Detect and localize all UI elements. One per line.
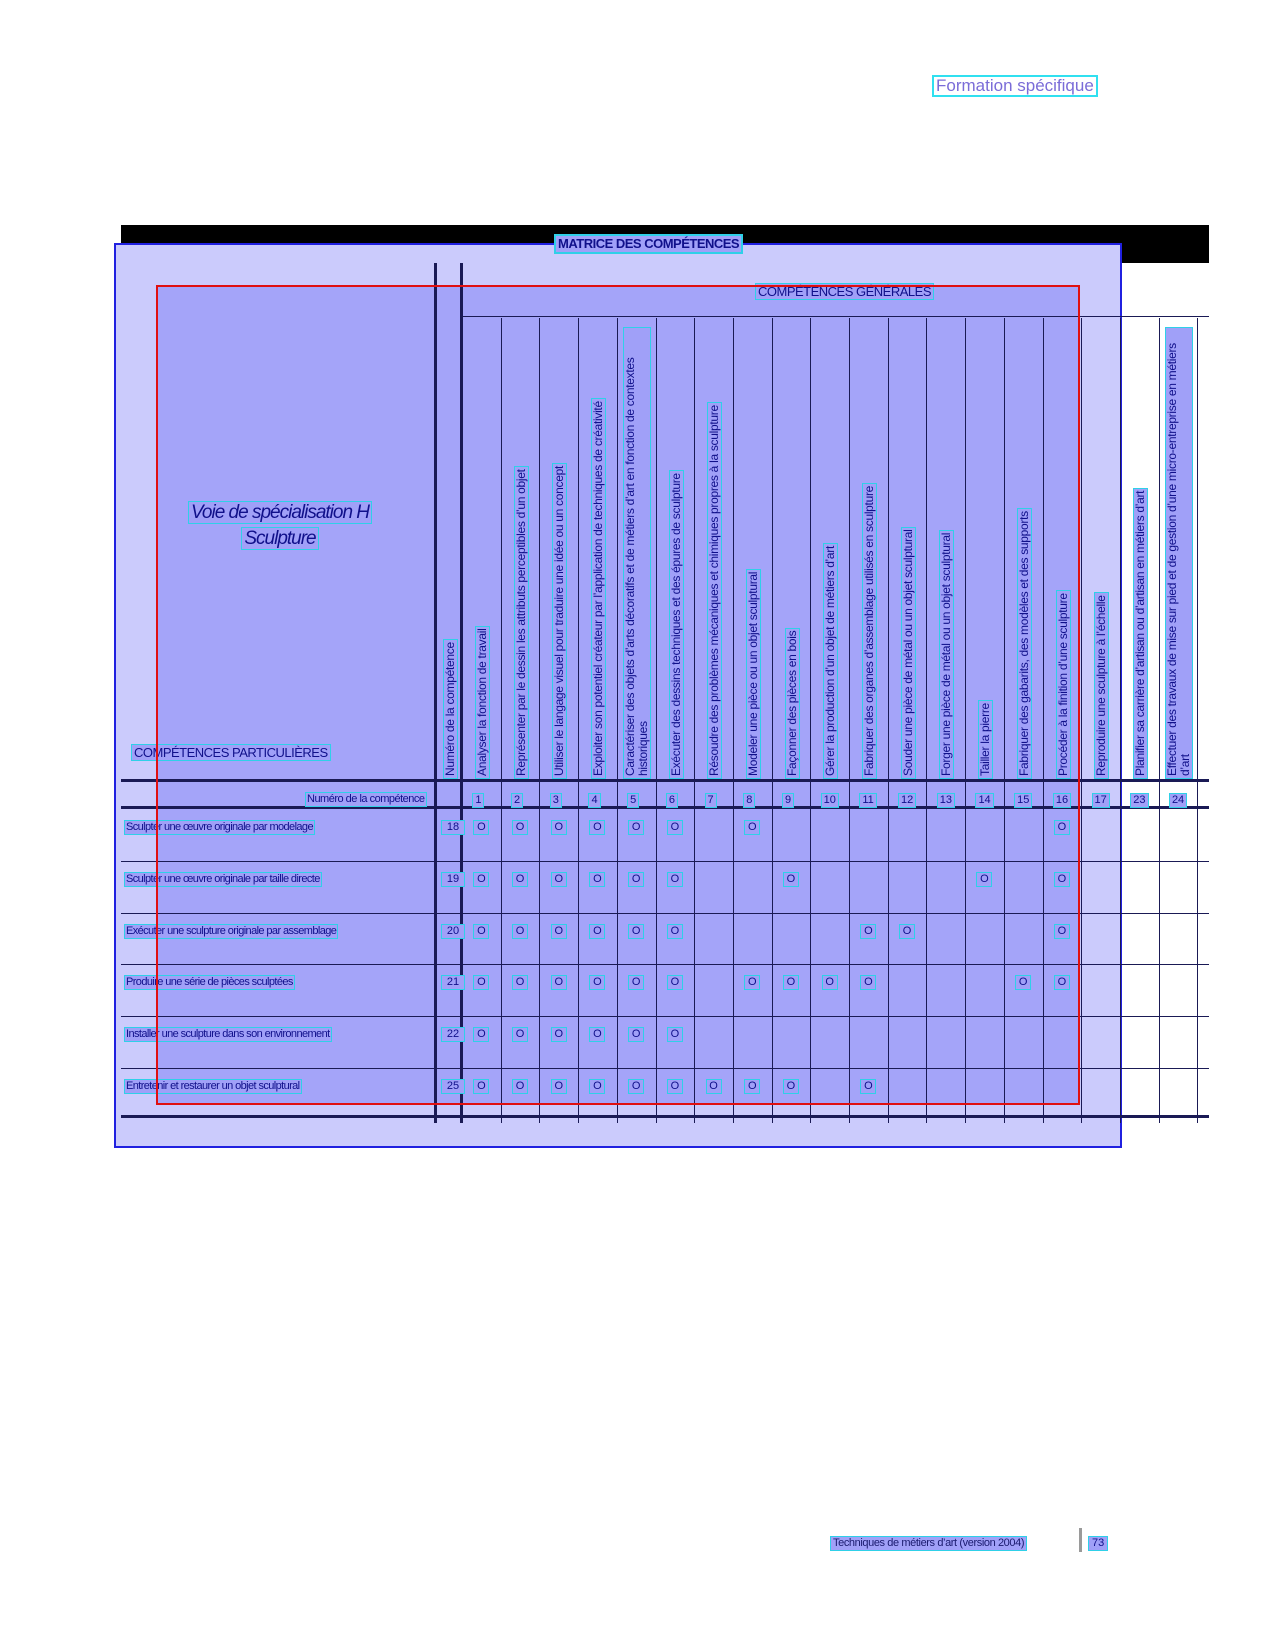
- competency-link-mark: O: [552, 873, 566, 886]
- competency-link-mark: O: [590, 925, 604, 938]
- general-competency-number: 10: [823, 794, 836, 806]
- general-competency-label: Façonner des pièces en bois: [784, 630, 799, 776]
- particular-competency-label: Sculpter une œuvre originale par taille directe: [126, 873, 320, 885]
- competency-link-mark: O: [1055, 925, 1069, 938]
- competency-link-mark: O: [668, 821, 682, 834]
- competency-link-mark: O: [745, 821, 759, 834]
- general-competency-number: 23: [1133, 794, 1146, 806]
- competency-link-mark: O: [668, 1080, 682, 1093]
- general-competency-number: 17: [1094, 794, 1107, 806]
- general-competency-label: Souder une pièce de métal ou un objet sculptural: [900, 529, 915, 776]
- general-competency-number: 13: [939, 794, 952, 806]
- competency-link-mark: O: [823, 976, 837, 989]
- competency-link-mark: O: [745, 976, 759, 989]
- competency-link-mark: O: [977, 873, 991, 886]
- particular-competency-number: 19: [442, 873, 464, 886]
- general-competency-label: Planifier sa carrière d’artisan ou d’artisan en métiers d’art: [1132, 490, 1147, 776]
- general-competencies-title: COMPÉTENCES GÉNÉRALES: [758, 284, 931, 299]
- particular-competency-number: 21: [442, 976, 464, 989]
- specialisation-line-2: Sculpture: [244, 528, 316, 549]
- document-header: Formation spécifique: [936, 76, 1094, 95]
- competency-link-mark: O: [474, 873, 488, 886]
- competency-link-mark: O: [513, 1028, 527, 1041]
- general-competency-number: 24: [1171, 794, 1185, 806]
- detected-region-red: [156, 285, 1080, 1105]
- number-column-header-text: Numéro de la compétence: [442, 642, 457, 776]
- competency-link-mark: O: [1016, 976, 1030, 989]
- general-competency-label: Tailler la pierre: [977, 703, 992, 776]
- competency-link-mark: O: [861, 925, 875, 938]
- general-competency-number: 15: [1017, 794, 1030, 806]
- footer-page-number: 73: [1089, 1537, 1107, 1550]
- general-competency-header: [1163, 328, 1196, 778]
- footer-divider: [1079, 1528, 1082, 1552]
- particular-competency-label: Produire une série de pièces sculptées: [126, 976, 293, 988]
- competency-link-mark: O: [668, 925, 682, 938]
- competency-link-mark: O: [629, 821, 643, 834]
- general-competency-number: 14: [978, 794, 991, 806]
- matrix-title: MATRICE DES COMPÉTENCES: [558, 236, 740, 251]
- competency-link-mark: O: [707, 1080, 721, 1093]
- general-competency-label: Procéder à la finition d’une sculpture: [1055, 593, 1070, 776]
- general-competency-header: [1124, 328, 1157, 778]
- competency-link-mark: O: [745, 1080, 759, 1093]
- general-competency-label: Modeler une pièce ou un objet sculptural: [745, 571, 760, 776]
- competency-link-mark: O: [552, 1028, 566, 1041]
- competency-link-mark: O: [513, 873, 527, 886]
- competency-link-mark: O: [1055, 873, 1069, 886]
- general-competency-label: Analyser la fonction de travail: [474, 628, 489, 776]
- grid-line-column: [1159, 318, 1160, 1123]
- competency-link-mark: O: [552, 1080, 566, 1093]
- general-competency-label: Reproduire une sculpture à l’échelle: [1094, 595, 1109, 776]
- general-competency-number: 11: [862, 794, 874, 806]
- particular-competency-number: 20: [442, 925, 464, 938]
- general-competency-label: Gérer la production d’un objet de métiers d’art: [823, 545, 838, 776]
- competency-link-mark: O: [629, 1080, 643, 1093]
- general-competency-label: Résoudre des problèmes mécaniques et chimiques propres à la sculpture: [707, 405, 722, 776]
- footer-text: Techniques de métiers d’art (version 2004): [833, 1537, 1025, 1549]
- general-competency-label: Utiliser le langage visuel pour traduire une idée ou un concept: [552, 466, 567, 776]
- general-competency-number: 2: [514, 794, 521, 806]
- competency-link-mark: O: [1055, 976, 1069, 989]
- general-competency-label: Forger une pièce de métal ou un objet sculptural: [939, 532, 954, 776]
- general-competency-number: 3: [552, 794, 559, 806]
- general-competency-label: Représenter par le dessin les attributs perceptibles d’un objet: [513, 469, 528, 776]
- general-competency-number: 8: [746, 794, 753, 806]
- particular-competency-number: 18: [442, 821, 464, 834]
- general-competency-number: 4: [591, 794, 598, 806]
- particular-competencies-title: COMPÉTENCES PARTICULIÈRES: [134, 745, 328, 760]
- competency-link-mark: O: [590, 1028, 604, 1041]
- competency-link-mark: O: [668, 976, 682, 989]
- competency-link-mark: O: [1055, 821, 1069, 834]
- competency-link-mark: O: [629, 873, 643, 886]
- general-competency-label: Exécuter des dessins techniques et des épures de sculpture: [668, 473, 683, 776]
- competency-link-mark: O: [513, 925, 527, 938]
- competency-link-mark: O: [629, 925, 643, 938]
- competency-link-mark: O: [474, 1080, 488, 1093]
- particular-competency-number: 22: [442, 1028, 464, 1041]
- general-competency-number: 1: [475, 794, 482, 806]
- competency-link-mark: O: [474, 976, 488, 989]
- grid-line-column: [1081, 318, 1082, 1123]
- competency-link-mark: O: [668, 873, 682, 886]
- competency-link-mark: O: [668, 1028, 682, 1041]
- general-competency-header: [1085, 328, 1118, 778]
- general-competency-number: 7: [707, 794, 714, 806]
- general-competency-label: Caractériser des objets d’arts décoratifs et de métiers d’art en fonction de contextes historiques: [624, 328, 650, 778]
- competency-link-mark: O: [474, 821, 488, 834]
- particular-competency-label: Entretenir et restaurer un objet sculptural: [126, 1080, 300, 1092]
- competency-link-mark: O: [590, 976, 604, 989]
- particular-competency-label: Installer une sculpture dans son environnement: [126, 1028, 330, 1040]
- particular-competency-label: Exécuter une sculpture originale par assemblage: [126, 925, 337, 937]
- competency-link-mark: O: [552, 925, 566, 938]
- competency-link-mark: O: [590, 1080, 604, 1093]
- competency-link-mark: O: [784, 1080, 798, 1093]
- competency-link-mark: O: [629, 976, 643, 989]
- general-competency-label: Effectuer des travaux de mise sur pied et de gestion d’une micro-entreprise en métiers d’art: [1166, 328, 1192, 778]
- competency-link-mark: O: [629, 1028, 643, 1041]
- competency-link-mark: O: [552, 976, 566, 989]
- competency-link-mark: O: [861, 1080, 875, 1093]
- grid-line-table-bottom: [121, 1115, 1209, 1118]
- general-competency-number: 5: [630, 794, 637, 806]
- competency-link-mark: O: [474, 925, 488, 938]
- general-competency-label: Exploiter son potentiel créateur par l’application de techniques de créativité: [590, 401, 605, 776]
- competency-link-mark: O: [513, 821, 527, 834]
- particular-competency-number: 25: [442, 1080, 464, 1093]
- general-competency-label: Fabriquer des organes d’assemblage utilisés en sculpture: [861, 485, 876, 776]
- competency-link-mark: O: [784, 976, 798, 989]
- grid-line-column: [1197, 318, 1198, 1123]
- competency-link-mark: O: [861, 976, 875, 989]
- number-row-label: Numéro de la compétence: [307, 793, 425, 805]
- competency-link-mark: O: [513, 976, 527, 989]
- specialisation-line-1: Voie de spécialisation H: [190, 502, 370, 523]
- particular-competency-label: Sculpter une œuvre originale par modelage: [126, 821, 313, 833]
- competency-link-mark: O: [474, 1028, 488, 1041]
- general-competency-label: Fabriquer des gabarits, des modèles et des supports: [1016, 511, 1031, 776]
- general-competency-number: 12: [901, 794, 914, 806]
- competency-link-mark: O: [552, 821, 566, 834]
- general-competency-number: 6: [668, 794, 675, 806]
- competency-link-mark: O: [513, 1080, 527, 1093]
- competency-link-mark: O: [784, 873, 798, 886]
- general-competency-number: 9: [784, 794, 792, 806]
- grid-line-column: [1120, 318, 1121, 1123]
- competency-link-mark: O: [590, 873, 604, 886]
- general-competency-number: 16: [1055, 794, 1069, 806]
- competency-link-mark: O: [900, 925, 914, 938]
- competency-link-mark: O: [590, 821, 604, 834]
